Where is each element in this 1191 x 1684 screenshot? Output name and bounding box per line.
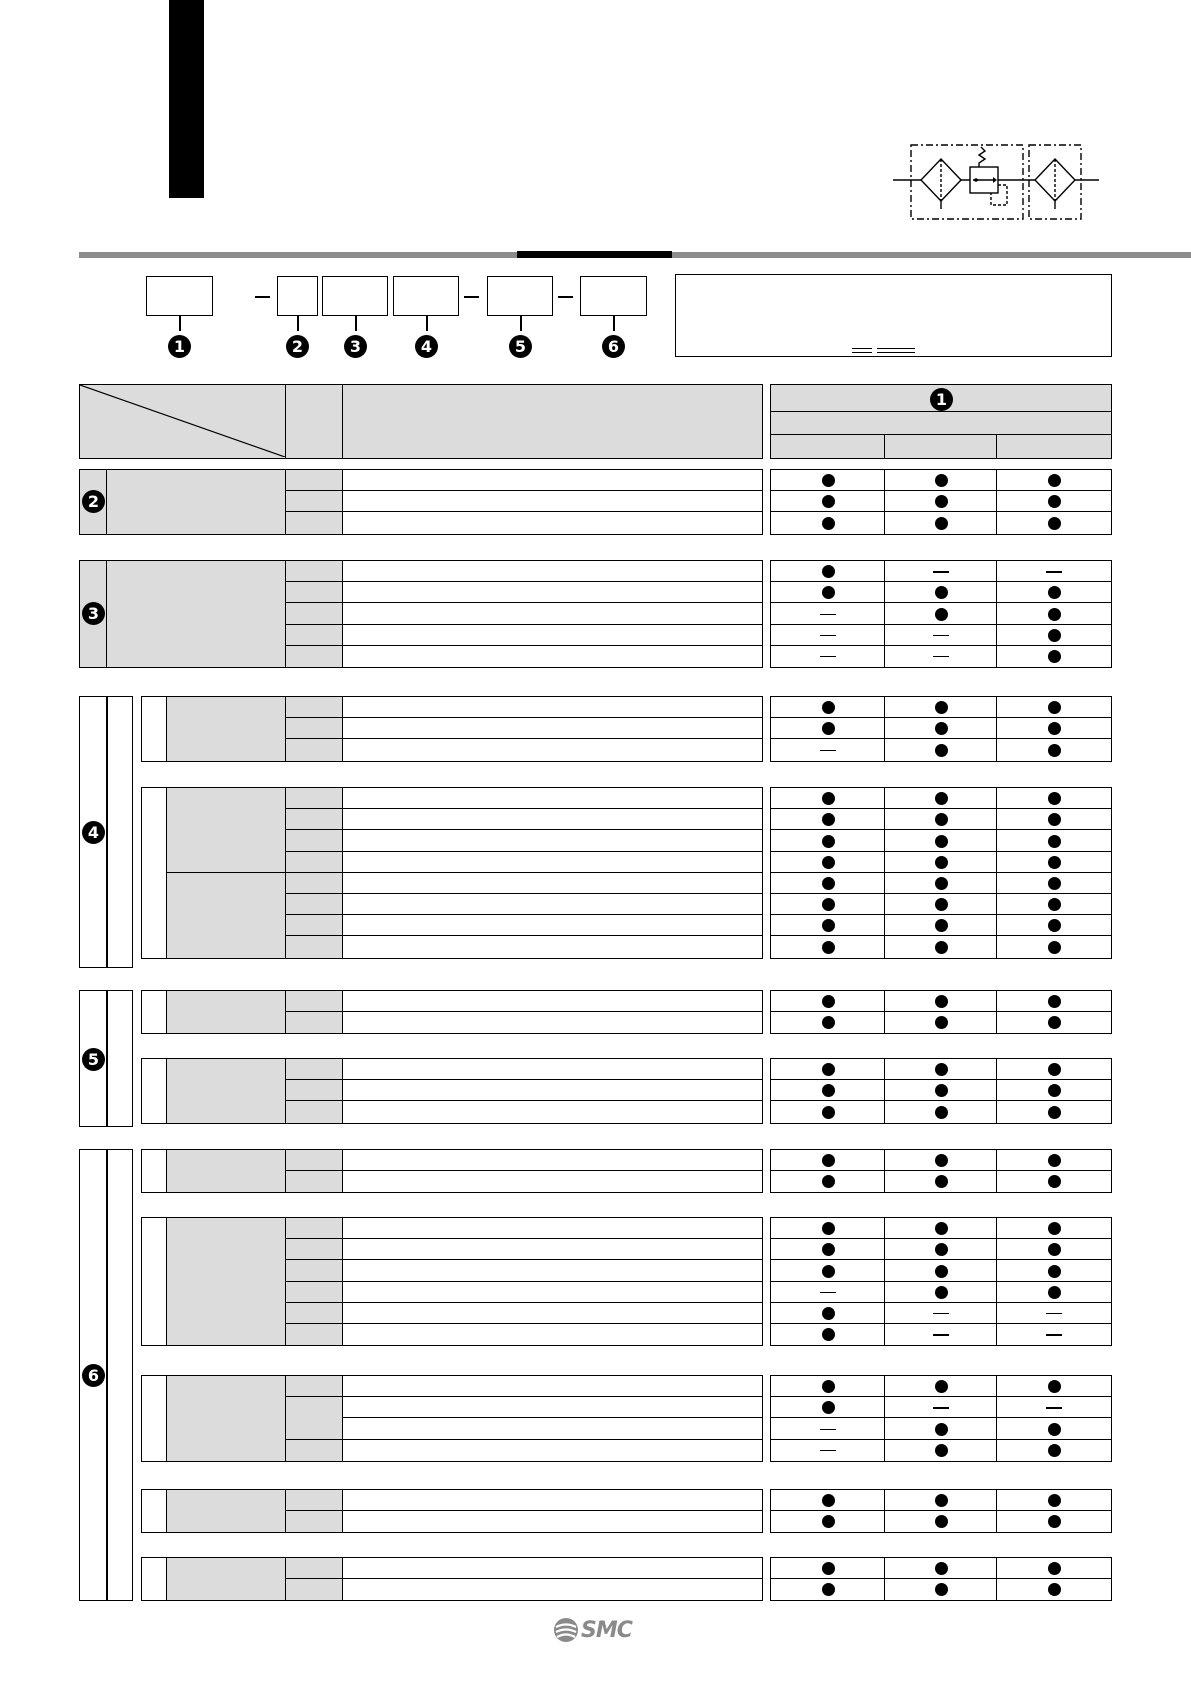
- subgroup-label-cell: [166, 1217, 287, 1346]
- row-code-cell: [285, 1170, 344, 1193]
- available-dot: [1048, 1175, 1061, 1188]
- header-description-cell: [342, 384, 763, 459]
- code-dash: [255, 296, 270, 298]
- available-dot: [1048, 995, 1061, 1008]
- unavailable-dash: [933, 1313, 949, 1315]
- available-dot: [1048, 1106, 1061, 1119]
- available-dot: [822, 856, 835, 869]
- available-dot: [822, 565, 835, 578]
- subgroup-marker-cell: [141, 787, 168, 959]
- subgroup-label-cell: [166, 1149, 287, 1193]
- unavailable-dash: [820, 1292, 836, 1294]
- row-code-cell: [285, 738, 344, 761]
- available-dot: [822, 835, 835, 848]
- available-dot: [1048, 495, 1061, 508]
- row-description-cell: [342, 808, 763, 831]
- available-dot: [935, 722, 948, 735]
- available-dot: [822, 1307, 835, 1320]
- row-description-cell: [342, 872, 763, 895]
- code-number-2: 2: [286, 335, 309, 358]
- row-code-cell: [285, 1217, 344, 1240]
- smc-logo: SMC: [553, 1615, 639, 1645]
- row-code-cell: [285, 1557, 344, 1580]
- row-code-cell: [285, 1323, 344, 1346]
- available-dot: [935, 898, 948, 911]
- available-dot: [1048, 1286, 1061, 1299]
- row-code-cell: [285, 787, 344, 810]
- row-description-cell: [342, 490, 763, 513]
- row-code-cell: [285, 717, 344, 740]
- available-dot: [1048, 1444, 1061, 1457]
- available-dot: [1048, 1583, 1061, 1596]
- available-dot: [1048, 701, 1061, 714]
- row-code-cell: [285, 1578, 344, 1601]
- available-dot: [1048, 474, 1061, 487]
- available-dot: [1048, 941, 1061, 954]
- row-code-cell: [285, 1375, 344, 1398]
- available-dot: [935, 1265, 948, 1278]
- group-label-cell: [106, 469, 287, 535]
- available-dot: [935, 877, 948, 890]
- available-dot: [822, 495, 835, 508]
- leader-line: [613, 316, 615, 331]
- available-dot: [1048, 835, 1061, 848]
- row-description-cell: [342, 1439, 763, 1462]
- code-dash: [558, 296, 573, 298]
- code-box-5: [487, 276, 553, 316]
- row-code-cell: [285, 990, 344, 1013]
- available-dot: [935, 835, 948, 848]
- available-dot: [822, 1401, 835, 1414]
- available-dot: [822, 701, 835, 714]
- row-code-cell: [285, 645, 344, 668]
- subgroup-label-cell: [166, 1557, 287, 1601]
- subgroup-label-cell: [166, 872, 287, 959]
- header-corner-cell: [79, 384, 287, 459]
- row-code-cell: [285, 490, 344, 513]
- row-description-cell: [342, 1058, 763, 1081]
- group-sub-cell: [106, 696, 133, 968]
- row-code-cell: [285, 624, 344, 647]
- subgroup-label-cell: [166, 1375, 287, 1462]
- row-description-cell: [342, 1079, 763, 1102]
- available-dot: [935, 995, 948, 1008]
- unavailable-dash: [1046, 1334, 1062, 1336]
- row-code-cell: [285, 893, 344, 916]
- row-description-cell: [342, 851, 763, 874]
- available-dot: [1048, 813, 1061, 826]
- code-box-3: [322, 276, 388, 316]
- available-dot: [935, 1154, 948, 1167]
- header-col-cell: [996, 434, 1112, 459]
- available-dot: [1048, 1154, 1061, 1167]
- available-dot: [822, 1583, 835, 1596]
- series-tab-bar: [169, 0, 204, 198]
- available-dot: [935, 1380, 948, 1393]
- row-code-cell: [285, 696, 344, 719]
- row-description-cell: [342, 990, 763, 1013]
- row-description-cell: [342, 624, 763, 647]
- row-code-cell: [285, 469, 344, 492]
- available-dot: [1048, 722, 1061, 735]
- available-dot: [1048, 856, 1061, 869]
- group-number-2: 2: [82, 490, 105, 513]
- available-dot: [935, 1106, 948, 1119]
- available-dot: [822, 792, 835, 805]
- row-code-cell: [285, 1489, 344, 1512]
- available-dot: [822, 722, 835, 735]
- header-col-cell: [770, 434, 886, 459]
- available-dot: [1048, 586, 1061, 599]
- available-dot: [935, 744, 948, 757]
- row-code-cell: [285, 914, 344, 937]
- available-dot: [935, 474, 948, 487]
- code-number-4: 4: [415, 335, 438, 358]
- row-code-cell: [285, 1439, 344, 1462]
- available-dot: [935, 813, 948, 826]
- leader-line: [297, 316, 299, 331]
- code-box-4: [393, 276, 459, 316]
- leader-line: [355, 316, 357, 331]
- row-description-cell: [342, 581, 763, 604]
- available-dot: [822, 1222, 835, 1235]
- available-dot: [935, 919, 948, 932]
- code-number-3: 3: [344, 335, 367, 358]
- subgroup-marker-cell: [141, 990, 168, 1034]
- row-description-cell: [342, 560, 763, 583]
- header-code-cell: [285, 384, 344, 459]
- group-label-cell: [106, 560, 287, 668]
- row-description-cell: [342, 1396, 763, 1419]
- row-description-cell: [342, 1510, 763, 1533]
- row-description-cell: [342, 1557, 763, 1580]
- row-description-cell: [342, 829, 763, 852]
- row-code-cell: [285, 1396, 344, 1440]
- unavailable-dash: [820, 635, 836, 637]
- row-code-cell: [285, 872, 344, 895]
- row-code-cell: [285, 1238, 344, 1261]
- leader-line: [179, 316, 181, 331]
- available-dot: [1048, 1494, 1061, 1507]
- available-dot: [935, 495, 948, 508]
- unavailable-dash: [1046, 571, 1062, 573]
- available-dot: [935, 941, 948, 954]
- available-dot: [1048, 1265, 1061, 1278]
- available-dot: [1048, 650, 1061, 663]
- row-description-cell: [342, 1281, 763, 1304]
- subgroup-marker-cell: [141, 1217, 168, 1346]
- row-code-cell: [285, 851, 344, 874]
- available-dot: [935, 1583, 948, 1596]
- group-number-6: 6: [82, 1364, 105, 1387]
- available-dot: [935, 856, 948, 869]
- unavailable-dash: [933, 1334, 949, 1336]
- available-dot: [822, 586, 835, 599]
- available-dot: [935, 1243, 948, 1256]
- available-dot: [822, 517, 835, 530]
- available-dot: [935, 517, 948, 530]
- subgroup-label-cell: [166, 1058, 287, 1124]
- available-dot: [1048, 1222, 1061, 1235]
- code-number-5: 5: [509, 335, 532, 358]
- row-code-cell: [285, 602, 344, 625]
- available-dot: [935, 1286, 948, 1299]
- code-dash: [464, 296, 479, 298]
- row-description-cell: [342, 1302, 763, 1325]
- unavailable-dash: [1046, 1313, 1062, 1315]
- available-dot: [935, 1016, 948, 1029]
- row-description-cell: [342, 893, 763, 916]
- unavailable-dash: [933, 656, 949, 658]
- available-dot: [822, 877, 835, 890]
- code-number-6: 6: [602, 335, 625, 358]
- available-dot: [1048, 1084, 1061, 1097]
- available-dot: [822, 919, 835, 932]
- available-dot: [1048, 1243, 1061, 1256]
- row-description-cell: [342, 1417, 763, 1440]
- unavailable-dash: [933, 571, 949, 573]
- group-number-5: 5: [82, 1048, 105, 1071]
- available-dot: [822, 1243, 835, 1256]
- row-code-cell: [285, 581, 344, 604]
- code-number-1: 1: [168, 335, 191, 358]
- header-rule-accent: [517, 251, 672, 258]
- row-code-cell: [285, 1100, 344, 1123]
- row-code-cell: [285, 1011, 344, 1034]
- available-dot: [822, 474, 835, 487]
- available-dot: [935, 1562, 948, 1575]
- row-description-cell: [342, 1323, 763, 1346]
- row-code-cell: [285, 808, 344, 831]
- unavailable-dash: [933, 635, 949, 637]
- subgroup-marker-cell: [141, 1375, 168, 1462]
- header-col-cell: [884, 434, 998, 459]
- diagonal-line: [80, 385, 285, 457]
- note-mark: [877, 348, 915, 353]
- available-dot: [1048, 792, 1061, 805]
- row-description-cell: [342, 1489, 763, 1512]
- row-description-cell: [342, 738, 763, 761]
- row-code-cell: [285, 511, 344, 534]
- leader-line: [520, 316, 522, 331]
- note-box: [675, 274, 1112, 357]
- available-dot: [1048, 629, 1061, 642]
- unavailable-dash: [820, 750, 836, 752]
- available-dot: [822, 1154, 835, 1167]
- row-description-cell: [342, 511, 763, 534]
- filter-regulator-symbol-icon: [893, 143, 1099, 225]
- subgroup-marker-cell: [141, 1557, 168, 1601]
- available-dot: [822, 1016, 835, 1029]
- available-dot: [935, 608, 948, 621]
- row-description-cell: [342, 469, 763, 492]
- group-number-3: 3: [82, 602, 105, 625]
- available-dot: [935, 1222, 948, 1235]
- available-dot: [822, 898, 835, 911]
- row-description-cell: [342, 696, 763, 719]
- available-dot: [1048, 744, 1061, 757]
- unavailable-dash: [820, 1429, 836, 1431]
- row-code-cell: [285, 829, 344, 852]
- available-dot: [935, 1084, 948, 1097]
- smc-logo-icon: [553, 1617, 579, 1643]
- row-code-cell: [285, 1302, 344, 1325]
- available-dot: [822, 813, 835, 826]
- subgroup-label-cell: [166, 787, 287, 874]
- group-number-4: 4: [82, 821, 105, 844]
- code-box-6: [580, 276, 647, 316]
- row-description-cell: [342, 602, 763, 625]
- row-description-cell: [342, 914, 763, 937]
- subgroup-label-cell: [166, 696, 287, 762]
- row-code-cell: [285, 935, 344, 958]
- available-dot: [822, 941, 835, 954]
- available-dot: [935, 701, 948, 714]
- group-sub-cell: [106, 990, 133, 1127]
- row-code-cell: [285, 1259, 344, 1282]
- available-dot: [935, 1515, 948, 1528]
- available-dot: [822, 1328, 835, 1341]
- row-description-cell: [342, 1170, 763, 1193]
- header-model-number: 1: [930, 388, 953, 411]
- available-dot: [1048, 1515, 1061, 1528]
- row-description-cell: [342, 645, 763, 668]
- unavailable-dash: [1046, 1407, 1062, 1409]
- row-description-cell: [342, 1149, 763, 1172]
- row-description-cell: [342, 787, 763, 810]
- row-description-cell: [342, 1217, 763, 1240]
- row-code-cell: [285, 1058, 344, 1081]
- row-description-cell: [342, 1259, 763, 1282]
- header-size-cell: [770, 411, 1112, 436]
- available-dot: [1048, 877, 1061, 890]
- available-dot: [1048, 1380, 1061, 1393]
- subgroup-marker-cell: [141, 1489, 168, 1533]
- available-dot: [935, 1444, 948, 1457]
- available-dot: [822, 1562, 835, 1575]
- row-description-cell: [342, 1011, 763, 1034]
- available-dot: [935, 1423, 948, 1436]
- available-dot: [822, 995, 835, 1008]
- subgroup-marker-cell: [141, 1058, 168, 1124]
- row-code-cell: [285, 1281, 344, 1304]
- row-description-cell: [342, 1238, 763, 1261]
- available-dot: [822, 1380, 835, 1393]
- row-description-cell: [342, 717, 763, 740]
- available-dot: [935, 1175, 948, 1188]
- available-dot: [1048, 1423, 1061, 1436]
- row-code-cell: [285, 1510, 344, 1533]
- group-sub-cell: [106, 1149, 133, 1601]
- available-dot: [935, 1494, 948, 1507]
- available-dot: [935, 586, 948, 599]
- row-code-cell: [285, 1079, 344, 1102]
- available-dot: [1048, 517, 1061, 530]
- leader-line: [426, 316, 428, 331]
- available-dot: [822, 1063, 835, 1076]
- note-mark: [852, 348, 872, 353]
- unavailable-dash: [820, 1450, 836, 1452]
- unavailable-dash: [933, 1407, 949, 1409]
- available-dot: [1048, 1063, 1061, 1076]
- row-description-cell: [342, 1578, 763, 1601]
- code-box-2: [277, 276, 318, 316]
- available-dot: [1048, 1562, 1061, 1575]
- available-dot: [1048, 898, 1061, 911]
- unavailable-dash: [820, 656, 836, 658]
- available-dot: [935, 792, 948, 805]
- available-dot: [1048, 1016, 1061, 1029]
- available-dot: [1048, 608, 1061, 621]
- row-description-cell: [342, 935, 763, 958]
- subgroup-marker-cell: [141, 1149, 168, 1193]
- available-dot: [822, 1175, 835, 1188]
- available-dot: [1048, 919, 1061, 932]
- available-dot: [822, 1515, 835, 1528]
- available-dot: [822, 1084, 835, 1097]
- available-dot: [822, 1494, 835, 1507]
- subgroup-marker-cell: [141, 696, 168, 762]
- available-dot: [822, 1106, 835, 1119]
- available-dot: [822, 1265, 835, 1278]
- row-description-cell: [342, 1100, 763, 1123]
- unavailable-dash: [820, 614, 836, 616]
- row-code-cell: [285, 560, 344, 583]
- available-dot: [935, 1063, 948, 1076]
- row-description-cell: [342, 1375, 763, 1398]
- row-code-cell: [285, 1149, 344, 1172]
- code-box-1: [146, 276, 213, 316]
- subgroup-label-cell: [166, 1489, 287, 1533]
- subgroup-label-cell: [166, 990, 287, 1034]
